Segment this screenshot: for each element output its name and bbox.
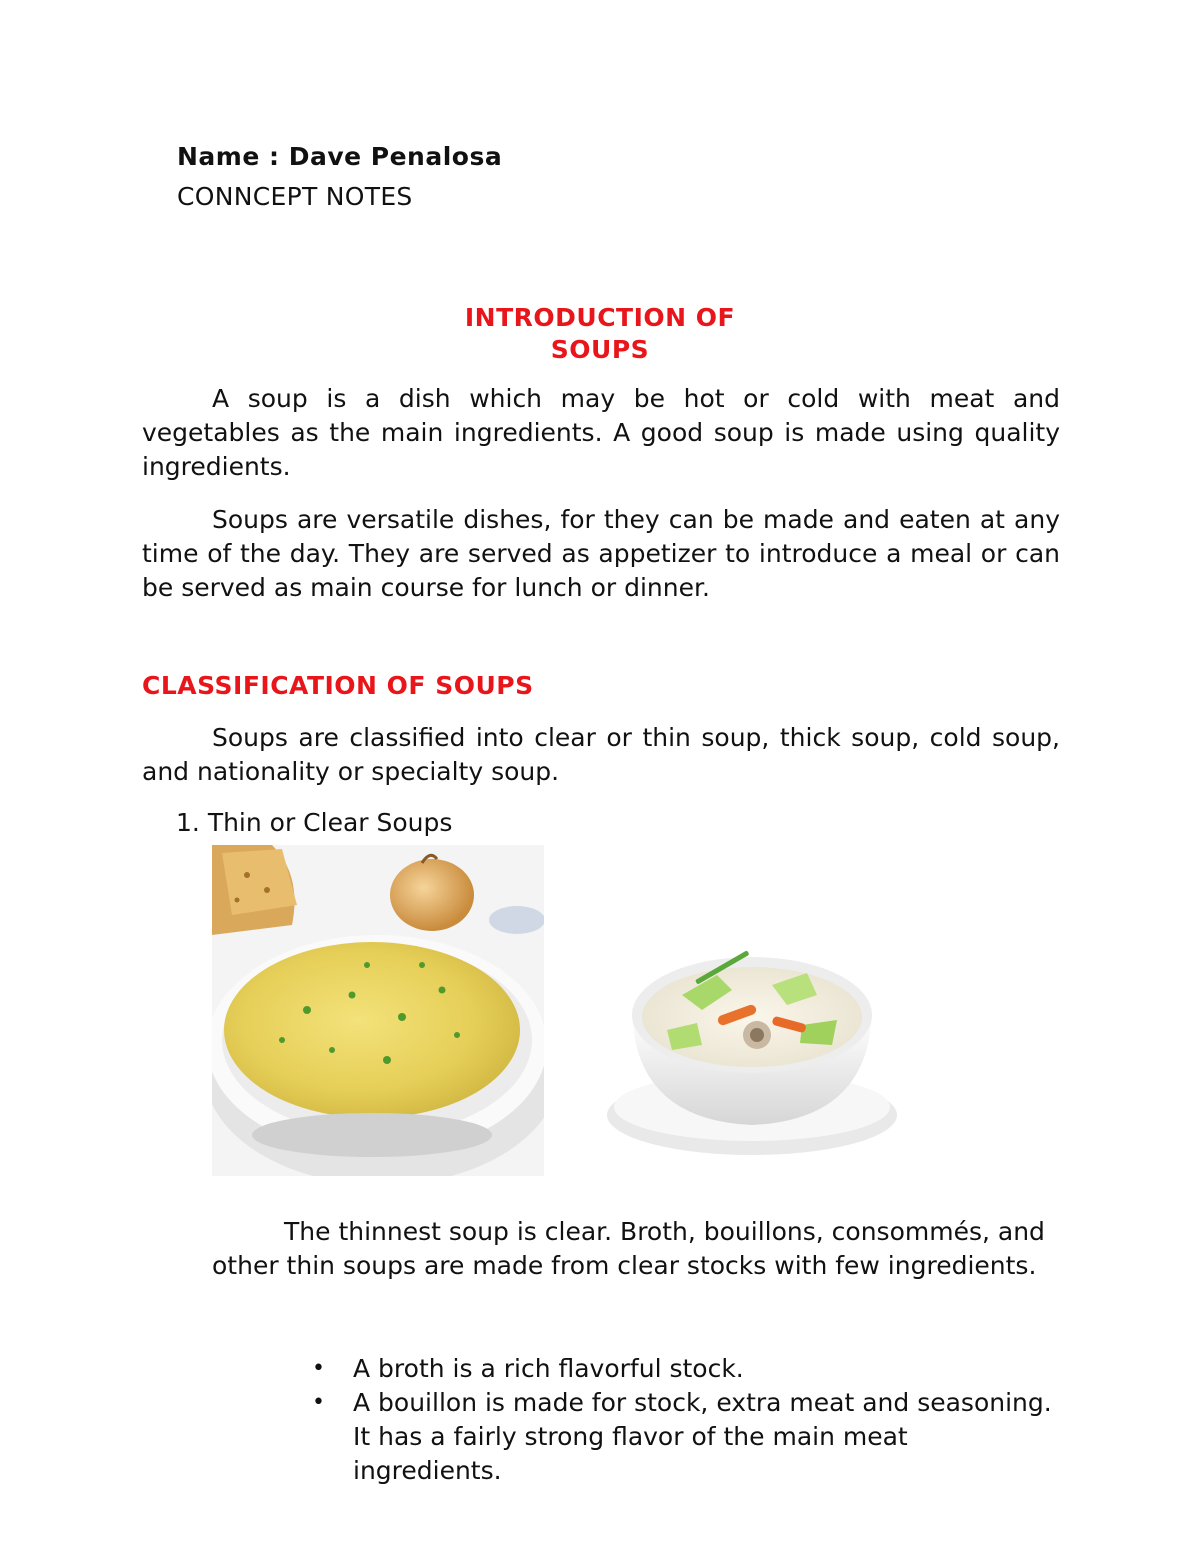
clear-soup-photo <box>544 915 962 1176</box>
list-number: 1. <box>176 808 200 837</box>
intro-heading-line1: INTRODUCTION OF <box>464 303 736 332</box>
bullet-text: A bouillon is made for stock, extra meat and seasoning. It has a fairly strong flavor of the main meat ingredients. <box>353 1388 1052 1485</box>
student-name: Name : Dave Penalosa <box>177 142 503 171</box>
intro-paragraph-1-text: A soup is a dish which may be hot or cold with meat and vegetables as the main ingredients. A good soup is made using quality ingredients. <box>142 384 1060 481</box>
intro-heading <box>300 302 900 366</box>
document-subtitle: CONNCEPT NOTES <box>177 182 413 211</box>
soup-photos <box>212 845 962 1176</box>
bullet-icon: • <box>312 1390 325 1415</box>
thin-soup-paragraph <box>212 1215 1072 1283</box>
bullet-text: A broth is a rich flavorful stock. <box>353 1354 744 1383</box>
classification-heading: CLASSIFICATION OF SOUPS <box>142 671 534 700</box>
list-item-thin-soups <box>176 806 452 840</box>
thin-soup-paragraph-text: The thinnest soup is clear. Broth, bouillons, consommés, and other thin soups are made from clear stocks with few ingredients. <box>212 1217 1045 1280</box>
intro-paragraph-2-text: Soups are versatile dishes, for they can be made and eaten at any time of the day. They are served as appetizer to introduce a meal or can be served as main course for lunch or dinner. <box>142 505 1060 602</box>
list-item-label: Thin or Clear Soups <box>207 808 453 837</box>
intro-paragraph-2 <box>142 503 1060 605</box>
classification-paragraph <box>142 721 1060 789</box>
classification-paragraph-text: Soups are classified into clear or thin soup, thick soup, cold soup, and nationality or specialty soup. <box>142 723 1060 786</box>
bullet-item <box>312 1386 1052 1488</box>
intro-heading-line2: SOUPS <box>550 335 650 364</box>
bullet-icon: • <box>312 1356 325 1381</box>
creamy-soup-photo <box>212 845 560 1176</box>
intro-paragraph-1 <box>142 382 1060 484</box>
bullet-item <box>312 1352 1052 1386</box>
bullet-list <box>312 1352 1052 1488</box>
